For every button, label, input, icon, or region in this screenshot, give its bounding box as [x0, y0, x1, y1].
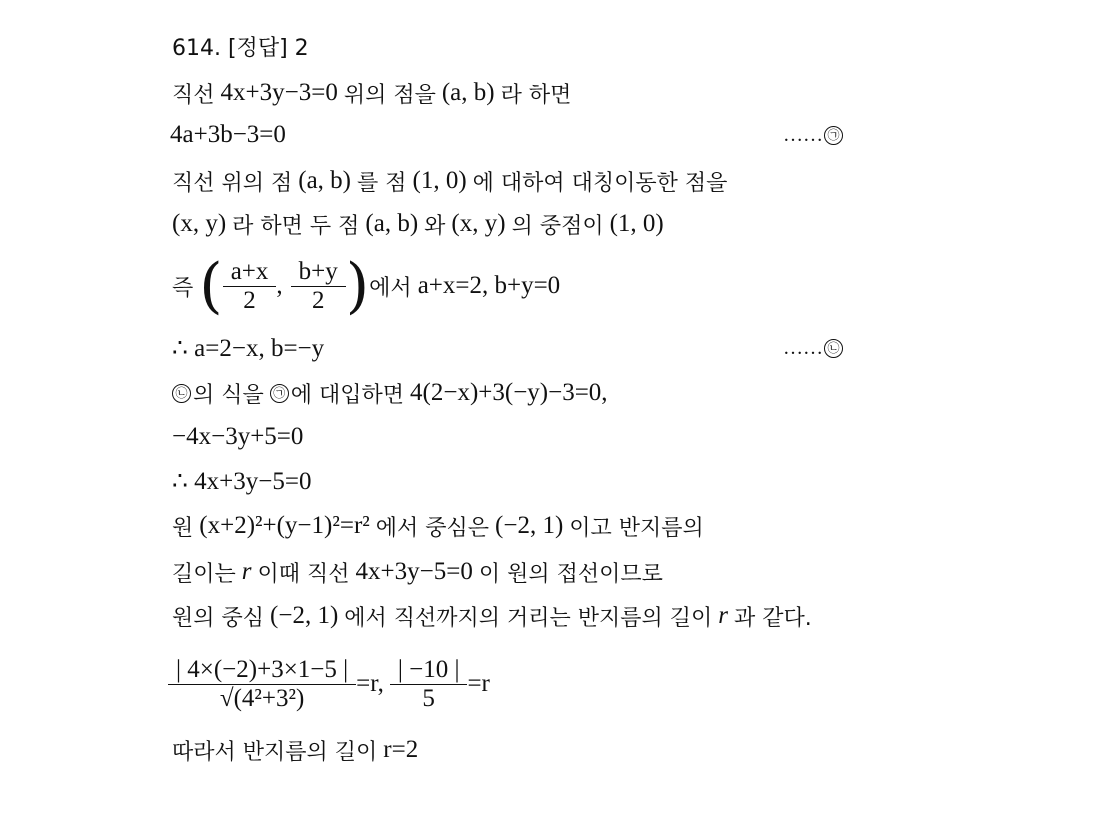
fraction	[227, 258, 273, 315]
text: 에서 중심은	[375, 515, 490, 541]
dots: ……	[783, 123, 823, 146]
line-14	[172, 733, 424, 767]
line-4	[166, 207, 670, 241]
line-7	[172, 376, 614, 410]
tag-circle: ㉡	[172, 384, 191, 403]
fraction	[394, 656, 464, 713]
text: 즉	[172, 275, 194, 301]
point: (1, 0)	[412, 167, 467, 194]
line-11	[172, 555, 663, 589]
denominator: 5	[390, 684, 468, 713]
equation: 4(2−x)+3(−y)−3=0,	[410, 379, 608, 406]
text: 에서	[369, 275, 412, 301]
text: 직선	[172, 82, 215, 108]
distance-fraction	[172, 656, 352, 713]
variable: r	[241, 558, 252, 585]
tag-circle: ㉠	[824, 126, 843, 145]
line-8	[166, 420, 309, 454]
equation: a+x=2, b+y=0	[417, 272, 561, 299]
text: 원의 중심	[172, 605, 265, 631]
text: 원	[172, 515, 194, 541]
equation: ∴ 4x+3y−5=0	[172, 468, 312, 495]
solution-title	[172, 29, 309, 63]
point: (−2, 1)	[495, 512, 564, 539]
title-text: 614. [정답] 2	[172, 35, 309, 61]
text: 라 하면	[500, 82, 572, 108]
equation: −4x−3y+5=0	[172, 423, 304, 450]
text: 직선 위의 점	[172, 170, 293, 196]
tag-circle: ㉡	[824, 339, 843, 358]
equation: r=2	[383, 736, 419, 763]
equation: =r,	[356, 670, 384, 697]
numerator: | 4×(−2)+3×1−5 |	[176, 655, 349, 683]
equation: (x+2)²+(y−1)²=r²	[199, 512, 370, 539]
line-9	[172, 464, 317, 498]
text: 이고 반지름의	[569, 515, 704, 541]
line-5	[172, 250, 566, 322]
line-3	[172, 164, 727, 198]
denominator: √(4²+3²)	[168, 684, 356, 713]
text: 에서 직선까지의 거리는 반지름의 길이	[344, 605, 713, 631]
numerator: b+y	[298, 257, 338, 285]
point: (x, y)	[451, 210, 506, 237]
text: 에 대하여 대칭이동한 점을	[472, 170, 728, 196]
comma: ,	[276, 272, 283, 299]
text: 를 점	[357, 170, 407, 196]
text: 위의 점을	[343, 82, 436, 108]
text: 와	[424, 213, 446, 239]
text: 길이는	[172, 561, 236, 587]
text: 이때 직선	[257, 561, 350, 587]
point: (a, b)	[298, 167, 351, 194]
right-paren: )	[345, 251, 370, 321]
line-6	[172, 331, 330, 365]
text: 라 하면 두 점	[232, 213, 360, 239]
line-1	[172, 76, 571, 110]
tag-circle: ㉠	[270, 384, 289, 403]
text: 이 원의 접선이므로	[478, 561, 663, 587]
line-12	[172, 599, 812, 633]
denominator: 2	[223, 286, 277, 315]
text: 의 중점이	[511, 213, 604, 239]
equation: ∴ a=2−x, b=−y	[172, 335, 325, 362]
point: (a, b)	[441, 79, 495, 106]
line-2	[170, 118, 292, 152]
equation-tag-1	[783, 118, 843, 152]
text: 에 대입하면	[290, 382, 405, 408]
point: (−2, 1)	[270, 602, 339, 629]
line-10	[172, 509, 704, 543]
dots: ……	[783, 336, 823, 359]
denominator: 2	[291, 286, 346, 315]
equation: 4a+3b−3=0	[170, 121, 286, 148]
numerator: a+x	[230, 257, 269, 285]
equation: 4x+3y−5=0	[355, 558, 473, 585]
equation: =r	[467, 670, 490, 697]
point: (x, y)	[172, 210, 227, 237]
equation: 4x+3y−3=0	[220, 79, 338, 106]
equation-tag-2	[783, 331, 843, 365]
numerator: | −10 |	[397, 655, 460, 683]
point: (a, b)	[365, 210, 419, 237]
text: 과 같다.	[734, 605, 812, 631]
text: 따라서 반지름의 길이	[172, 739, 378, 765]
variable: r	[718, 602, 729, 629]
text: 의 식을	[193, 382, 264, 408]
left-paren: (	[199, 251, 223, 321]
line-13	[172, 646, 496, 722]
fraction	[295, 258, 342, 315]
point: (1, 0)	[609, 210, 664, 237]
